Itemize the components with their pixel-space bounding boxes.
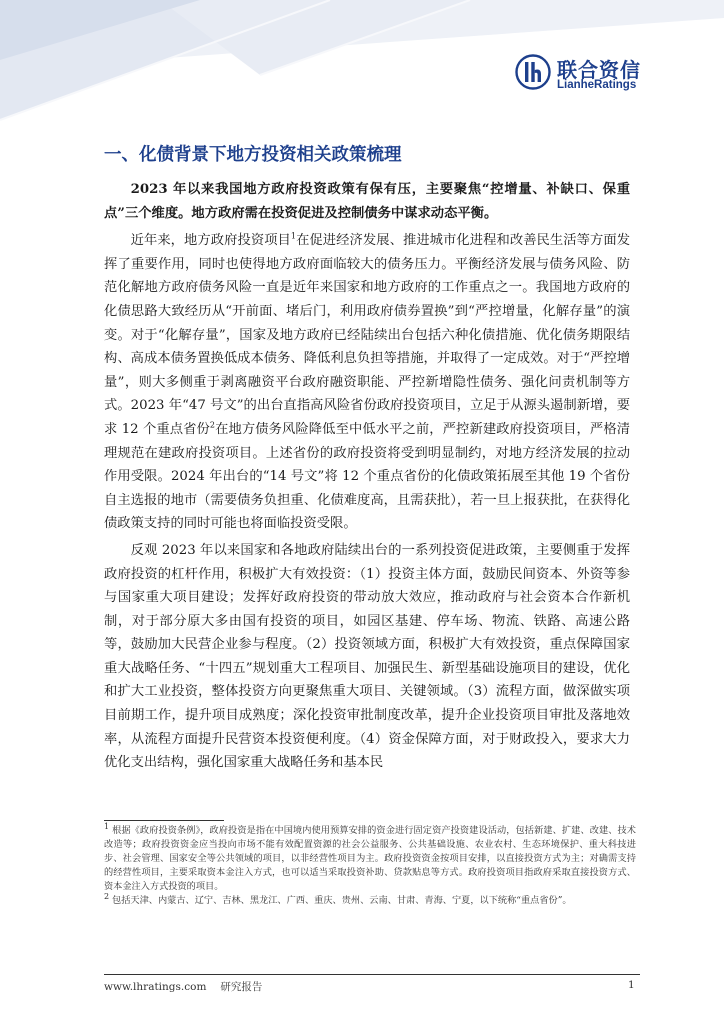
page-number: 1 xyxy=(628,979,635,991)
footnote-number: 2 xyxy=(104,891,110,901)
footnote-2 xyxy=(104,891,636,908)
footnote-1 xyxy=(104,821,636,894)
footnote-text: 根据《政府投资条例》，政府投资是指在中国境内使用预算安排的资金进行固定资产投资建设活动，包括新建、扩建、改建、技术改造等；政府投资资金应当投向市场不能有效配置资源的社会公益服务、公共基础设施、农业农村、生态环境保护、重大科技进步、社会管理、国家安全等公共领域的项目，以非经营性项目为主。政府投资资金按项目安排，以直接投资方式为主；对确需支持的经营性项目，主要采取资本金注入方式，也可以适当采取投资补助、贷款贴息等方式。政府投资项目指政府采取直接投资方式、资本金注入方式投资的项目。 xyxy=(104,825,636,892)
section-title: 一、化债背景下地方投资相关政策梳理 xyxy=(104,145,402,165)
footnote-divider xyxy=(104,820,224,821)
footer-divider xyxy=(104,974,640,975)
footnote-ref-2[interactable]: 2 xyxy=(209,420,215,430)
logo-chinese-text: 联合资信 xyxy=(557,58,641,82)
footnote-number: 1 xyxy=(104,821,110,831)
lead-paragraph: 2023 年以来我国地方政府投资政策有保有压，主要聚焦“控增量、补缺口、保重点”三个维度。地方政府需在投资促进及控制债务中谋求动态平衡。 xyxy=(104,182,630,221)
logo-english-text: LianheRatings xyxy=(557,79,637,91)
lianhe-logo-icon xyxy=(515,54,551,90)
main-body xyxy=(104,178,630,775)
body-paragraph-2: 反观 2023 年以来国家和各地政府陆续出台的一系列投资促进政策，主要侧重于发挥政府投资的杠杆作用，积极扩大有效投资：（1）投资主体方面，鼓励民间资本、外资等参与国家重大项目建设；发挥好政府投资的带动放大效应，推动政府与社会资本合作新机制，对于部分原大多由国有投资的项目，如园区基建、停车场、物流、铁路、高速公路等，鼓励加大民营企业参与程度。（2）投资领域方面，积极扩大有效投资，重点保障国家重大战略任务、“十四五”规划重大工程项目、加强民生、新型基础设施项目的建设，优化和扩大工业投资，整体投资方向更聚焦重大项目、关键领域。（3）流程方面，做深做实项目前期工作，提升项目成熟度；深化投资审批制度改革，提升企业投资项目审批及落地效率，从流程方面提升民营资本投资便利度。（4）资金保障方面，对于财政投入，要求大力优化支出结构，强化国家重大战略任务和基本民 xyxy=(104,542,630,771)
footnote-ref-1[interactable]: 1 xyxy=(290,231,297,241)
paragraph-text: 近年来，地方政府投资项目 xyxy=(130,233,291,249)
paragraph-text: 在地方债务风险降低至中低水平之前，严控新建政府投资项目，严格清理规范在建政府投资项目。上述省份的政府投资将受到明显制约，对地方经济发展的拉动作用受限。2024 年出台的“14 号文”将 12 个重点省份的化债政策拓展至其他 19 个省份自主选报的地市（需要债务负担重、化债难度高，且需获批），若一旦上报获批，在获得化债政策支持的同时可能也将面临投资受限。 xyxy=(104,421,631,532)
company-logo xyxy=(515,52,675,94)
footer-website-link[interactable]: www.lhratings.com xyxy=(104,981,207,993)
body-paragraph-1 xyxy=(104,229,630,536)
footnotes xyxy=(104,821,636,907)
footer xyxy=(104,979,276,994)
footer-report-type: 研究报告 xyxy=(220,981,263,993)
paragraph-text: 在促进经济发展、推进城市化进程和改善民生活等方面发挥了重要作用，同时也使得地方政府面临较大的债务压力。平衡经济发展与债务风险、防范化解地方政府债务风险一直是近年来国家和地方政府的工作重点之一。我国地方政府的化债思路大致经历从“开前面、堵后门，利用政府债券置换”到“严控增量，化解存量”的演变。对于“化解存量”，国家及地方政府已经陆续出台包括六种化债措施、优化债务期限结构、高成本债务置换低成本债务、降低利息负担等措施，并取得了一定成效。对于“严控增量”，则大多侧重于剥离融资平台政府融资职能、严控新增隐性债务、强化问责机制等方式。2023 年“47 号文”的出台直指高风险省份政府投资项目，立足于从源头遏制新增，要求 12 个重点省份 xyxy=(104,233,631,437)
footnote-text: 包括天津、内蒙古、辽宁、吉林、黑龙江、广西、重庆、贵州、云南、甘肃、青海、宁夏，以下统称“重点省份”。 xyxy=(112,894,572,906)
